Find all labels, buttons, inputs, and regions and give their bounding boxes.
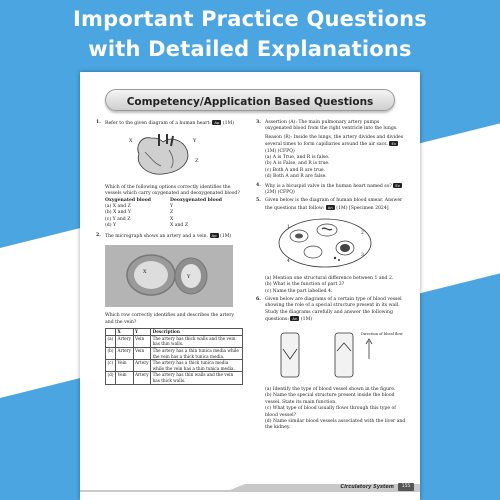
- question-4: [256, 183, 406, 197]
- cell: The artery has a thin tunica media while the vein has a thick tunica media.: [151, 348, 243, 360]
- blood-vessel-diagram: [265, 329, 403, 381]
- option: (c) What type of blood usually flows through this type of blood vessel?: [265, 406, 396, 418]
- option: (a) A is True, and R is false.: [265, 155, 330, 161]
- banner: [0, 0, 500, 70]
- question-3: [256, 120, 406, 181]
- cell: Vein: [115, 360, 133, 372]
- option: (a) Identify the type of blood vessel shown in the figure.: [265, 386, 396, 392]
- blood-smear-diagram: [265, 216, 385, 270]
- marks: (1M): [220, 233, 232, 239]
- micrograph-image: [105, 245, 233, 307]
- svg-text:Y: Y: [187, 274, 191, 281]
- th-x: X: [115, 329, 133, 336]
- option-a-value: Y: [170, 204, 174, 210]
- question-number: 3.: [256, 120, 261, 125]
- question-text: Refer to the given diagram of a human heart:: [105, 121, 211, 126]
- svg-text:4: 4: [287, 259, 290, 265]
- cell: (a): [106, 335, 116, 347]
- skill-tag: An: [292, 316, 298, 322]
- question-number: 2.: [96, 232, 101, 238]
- option: (d) Name similar blood vessels associated with the liver and the kidney.: [265, 418, 406, 431]
- table-row: [106, 335, 243, 347]
- right-column: [256, 120, 406, 432]
- skill-tag: Ev: [391, 141, 397, 147]
- col-deoxygenated: Deoxygenated blood: [170, 197, 222, 203]
- question-text: The micrograph shows an artery and a vein.: [105, 233, 209, 239]
- option: (b) A is False, and R is true.: [265, 161, 330, 167]
- question-number: 1.: [96, 120, 101, 125]
- table-row: [106, 360, 243, 372]
- th-description: Description: [151, 329, 243, 336]
- question-2-body: Which row correctly identifies and describes the artery and the vein?: [105, 313, 234, 325]
- marks: (1M) (CFPQ): [265, 148, 295, 154]
- footer-chapter-title: Circulatory System: [340, 484, 394, 490]
- svg-text:Z: Z: [195, 158, 199, 165]
- svg-text:1: 1: [287, 225, 290, 231]
- th-y: Y: [133, 329, 151, 336]
- section-title-box: [105, 89, 395, 111]
- option-d-value: X and Z: [170, 223, 189, 229]
- book-page: [80, 72, 420, 500]
- blood-options-table: [105, 198, 235, 230]
- svg-text:Y: Y: [193, 138, 197, 145]
- svg-text:X: X: [143, 269, 147, 276]
- cell: Artery: [133, 372, 151, 384]
- cell: Vein: [133, 335, 151, 347]
- heart-diagram: [111, 132, 221, 178]
- marks: (1M): [300, 317, 313, 323]
- option-c-value: X: [170, 216, 174, 222]
- option: (b) What is the function of part 3?: [265, 282, 345, 288]
- table-row: [106, 348, 243, 360]
- cell: Artery: [133, 360, 151, 372]
- svg-text:2: 2: [361, 231, 364, 237]
- skill-tag: Ap: [211, 232, 217, 238]
- cell: The artery has a thick tunica media while the vein has a thin tunica media.: [151, 360, 243, 372]
- question-number: 6.: [256, 296, 261, 302]
- question-number: 4.: [256, 182, 261, 188]
- question-text: Given below is the diagram of human blood smear. Answer the questions that follow:: [265, 198, 403, 211]
- th-blank: [106, 329, 116, 336]
- svg-text:3: 3: [361, 253, 364, 259]
- artery-vein-table: [105, 328, 243, 384]
- banner-title-line-2: with Detailed Explanations: [88, 37, 412, 61]
- question-text: Given below are diagrams of a certain type of blood vessel showing the role of a special structure present in its wall. Study the diagrams carefully and answer the following questions:: [265, 296, 402, 323]
- skill-tag: Ap: [214, 120, 220, 125]
- option-b-value: Z: [170, 210, 174, 216]
- marks: (1M): [222, 121, 235, 126]
- question-1: [96, 120, 244, 127]
- cell: Artery: [115, 335, 133, 347]
- section-title: Competency/Application Based Questions: [126, 96, 374, 108]
- marks: (1M) [Specimen 2024]: [336, 205, 389, 211]
- cell: Vein: [115, 372, 133, 384]
- cell: The artery has thin walls and the vein has thick walls.: [151, 372, 243, 384]
- option-d: (d) Y: [105, 223, 117, 229]
- cell: (d): [106, 372, 116, 384]
- option: (c) Both A and R are true.: [265, 167, 326, 173]
- marks: (2M) (CFPQ): [265, 190, 295, 196]
- question-6: [256, 297, 406, 324]
- page-number: 155: [398, 483, 414, 491]
- reason-text: Reason (R): Inside the lungs, the artery divides and divides several times to form capillaries around the air sacs.: [265, 134, 404, 148]
- col-oxygenated: Oxygenated blood: [105, 197, 152, 203]
- cell: Artery: [115, 348, 133, 360]
- cell: The artery has thick walls and the vein has thin walls.: [151, 335, 243, 347]
- question-2: [96, 233, 244, 240]
- option-c: (c) Y and Z: [105, 216, 131, 222]
- cell: (c): [106, 360, 116, 372]
- banner-title-line-1: Important Practice Questions: [73, 7, 427, 31]
- skill-tag: Ev: [395, 182, 401, 188]
- question-text: Why is a bicuspid valve in the human heart named so?: [265, 183, 392, 189]
- option: (d) Both A and R are false.: [265, 174, 327, 180]
- question-number: 5.: [256, 198, 261, 204]
- assertion-text: Assertion (A): The main pulmonary artery pumps oxygenated blood from the right ventricle into the lungs.: [265, 120, 398, 132]
- option: (b) Name the special structure present inside the blood vessel. State its main function.: [265, 393, 395, 405]
- question-5: [256, 198, 406, 212]
- left-column: [96, 120, 244, 385]
- option-a: (a) X and Z: [105, 204, 131, 210]
- option: (c) Name the part labelled 4.: [265, 288, 333, 294]
- question-1-body: Which of the following options correctly identifies the vessels which carry oxygenated and deoxygenated blood?: [105, 184, 240, 197]
- cell: Vein: [133, 348, 151, 360]
- fig-direction-label: Direction of blood flow: [361, 331, 403, 336]
- svg-text:X: X: [129, 138, 133, 145]
- option-b: (b) X and Y: [105, 210, 131, 216]
- skill-tag: An: [327, 204, 333, 210]
- option: (a) Mention one structural difference between 1 and 2.: [265, 275, 394, 281]
- cell: (b): [106, 348, 116, 360]
- table-row: [106, 372, 243, 384]
